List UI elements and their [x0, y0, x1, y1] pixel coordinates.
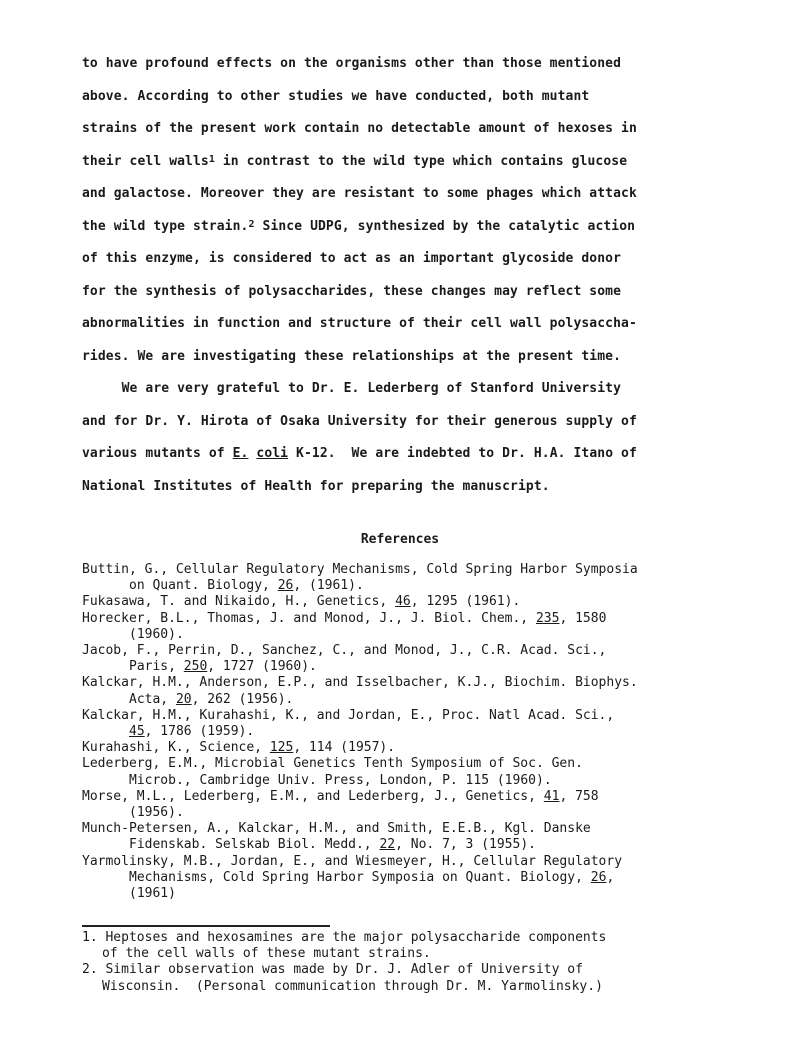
volume-number: 125	[269, 740, 294, 756]
body-line: strains of the present work contain no detectable amount of hexoses in	[82, 121, 637, 136]
reference-continuation	[82, 837, 732, 853]
body-line: for the synthesis of polysaccharides, these changes may reflect some	[82, 283, 622, 299]
body-line: above. According to other studies we have conducted, both mutant	[82, 88, 590, 104]
footnotes	[82, 930, 732, 995]
reference-entry	[82, 708, 732, 740]
reference-line: Jacob, F., Perrin, D., Sanchez, C., and Monod, J., C.R. Acad. Sci.,	[82, 643, 607, 659]
text-run: Acta,	[129, 691, 176, 707]
reference-entry	[82, 611, 732, 643]
reference-continuation: (1961)	[129, 886, 176, 902]
footnote-marker: 2	[248, 218, 255, 230]
reference-continuation	[82, 724, 732, 740]
text-run: , (1961).	[293, 578, 364, 594]
text-run: Horecker, B.L., Thomas, J. and Monod, J., J. Biol. Chem.,	[82, 610, 536, 626]
footnote-line: 2. Similar observation was made by Dr. J. Adler of University of	[82, 962, 583, 978]
reference-entry	[82, 562, 732, 594]
volume-number: 26	[277, 578, 294, 594]
reference-continuation: (1960).	[129, 626, 184, 642]
footnote	[82, 962, 732, 994]
body-line: National Institutes of Health for preparing the manuscript.	[82, 478, 550, 494]
volume-number: 22	[379, 837, 396, 853]
reference-entry	[82, 756, 732, 788]
genus-abbrev: E.	[232, 446, 249, 461]
body-line: to have profound effects on the organisms other than those mentioned	[82, 56, 622, 71]
reference-continuation: Microb., Cambridge Univ. Press, London, P. 115 (1960).	[129, 772, 552, 788]
references-heading: References	[360, 532, 440, 547]
reference-line: Munch-Petersen, A., Kalckar, H.M., and Smith, E.E.B., Kgl. Danske	[82, 821, 591, 837]
text-run: in contrast to the wild type which contains glucose	[214, 153, 628, 169]
body-line: abnormalities in function and structure of their cell wall polysaccha-	[82, 316, 637, 331]
text-run: Paris,	[129, 659, 184, 675]
text-run: , 1295 (1961).	[410, 594, 521, 610]
body-line: rides. We are investigating these relationships at the present time.	[82, 348, 622, 364]
volume-number: 235	[535, 610, 560, 626]
reference-continuation	[82, 692, 732, 708]
volume-number: 250	[183, 659, 208, 675]
footnote	[82, 930, 732, 962]
text-run: Kurahashi, K., Science,	[82, 740, 270, 756]
footnote-continuation: Wisconsin. (Personal communication through Dr. M. Yarmolinsky.)	[102, 978, 603, 994]
text-run: , 1580	[559, 610, 607, 626]
text-run: , No. 7, 3 (1955).	[395, 837, 536, 853]
text-run: Fidenskab. Selskab Biol. Medd.,	[129, 837, 380, 853]
reference-entry	[82, 740, 732, 756]
footnote-marker: 1	[208, 153, 215, 165]
reference-entry	[82, 594, 732, 610]
footnote-line: 1. Heptoses and hexosamines are the major polysaccharide components	[82, 930, 607, 945]
volume-number: 46	[395, 594, 411, 610]
species-name: coli	[256, 446, 289, 461]
reference-continuation	[82, 659, 732, 675]
references-list	[82, 562, 732, 902]
volume-number: 20	[175, 691, 192, 707]
text-run: on Quant. Biology,	[129, 578, 278, 594]
text-run: Morse, M.L., Lederberg, E.M., and Lederberg, J., Genetics,	[82, 788, 544, 804]
reference-entry	[82, 789, 732, 821]
body-line: of this enzyme, is considered to act as an important glycoside donor	[82, 251, 622, 266]
text-run: various mutants of	[82, 446, 233, 461]
text-run: , 114 (1957).	[293, 740, 396, 756]
text-run: Mechanisms, Cold Spring Harbor Symposia on Quant. Biology,	[129, 869, 591, 885]
volume-number: 45	[129, 724, 145, 740]
reference-line: Kalckar, H.M., Anderson, E.P., and Isselbacher, K.J., Biochim. Biophys.	[82, 675, 638, 691]
reference-line: Yarmolinsky, M.B., Jordan, E., and Wiesmeyer, H., Cellular Regulatory	[82, 853, 623, 869]
footnote-divider	[82, 925, 330, 927]
text-run: ,	[606, 869, 615, 885]
body-line: and for Dr. Y. Hirota of Osaka University for their generous supply of	[82, 413, 637, 429]
text-run: Fukasawa, T. and Nikaido, H., Genetics,	[82, 594, 396, 610]
volume-number: 41	[543, 788, 560, 804]
body-line	[82, 219, 635, 234]
reference-continuation	[82, 578, 732, 594]
text-run: , 758	[559, 788, 599, 804]
reference-continuation: (1956).	[129, 805, 184, 821]
body-line	[82, 154, 627, 169]
text-run: , 1786 (1959).	[144, 724, 255, 740]
reference-line: Buttin, G., Cellular Regulatory Mechanisms, Cold Spring Harbor Symposia	[82, 562, 638, 577]
reference-entry	[82, 675, 732, 707]
footnote-continuation: of the cell walls of these mutant strains.	[102, 946, 431, 962]
text-run: the wild type strain.	[82, 218, 249, 234]
text-run: , 262 (1956).	[191, 691, 294, 707]
body-line	[82, 446, 637, 461]
volume-number: 26	[590, 869, 607, 885]
reference-continuation	[82, 870, 732, 886]
text-run: Since UDPG, synthesized by the catalytic action	[254, 218, 636, 234]
text-run: , 1727 (1960).	[207, 659, 317, 675]
reference-line: Kalckar, H.M., Kurahashi, K., and Jordan, E., Proc. Natl Acad. Sci.,	[82, 707, 615, 723]
reference-line: Lederberg, E.M., Microbial Genetics Tenth Symposium of Soc. Gen.	[82, 756, 583, 772]
text-run: K-12. We are indebted to Dr. H.A. Itano of	[288, 446, 637, 461]
reference-entry	[82, 821, 732, 853]
body-line: and galactose. Moreover they are resistant to some phages which attack	[82, 186, 637, 201]
text-run: their cell walls	[82, 153, 209, 169]
body-line: We are very grateful to Dr. E. Lederberg of Stanford University	[82, 381, 622, 396]
reference-entry	[82, 854, 732, 903]
reference-entry	[82, 643, 732, 675]
